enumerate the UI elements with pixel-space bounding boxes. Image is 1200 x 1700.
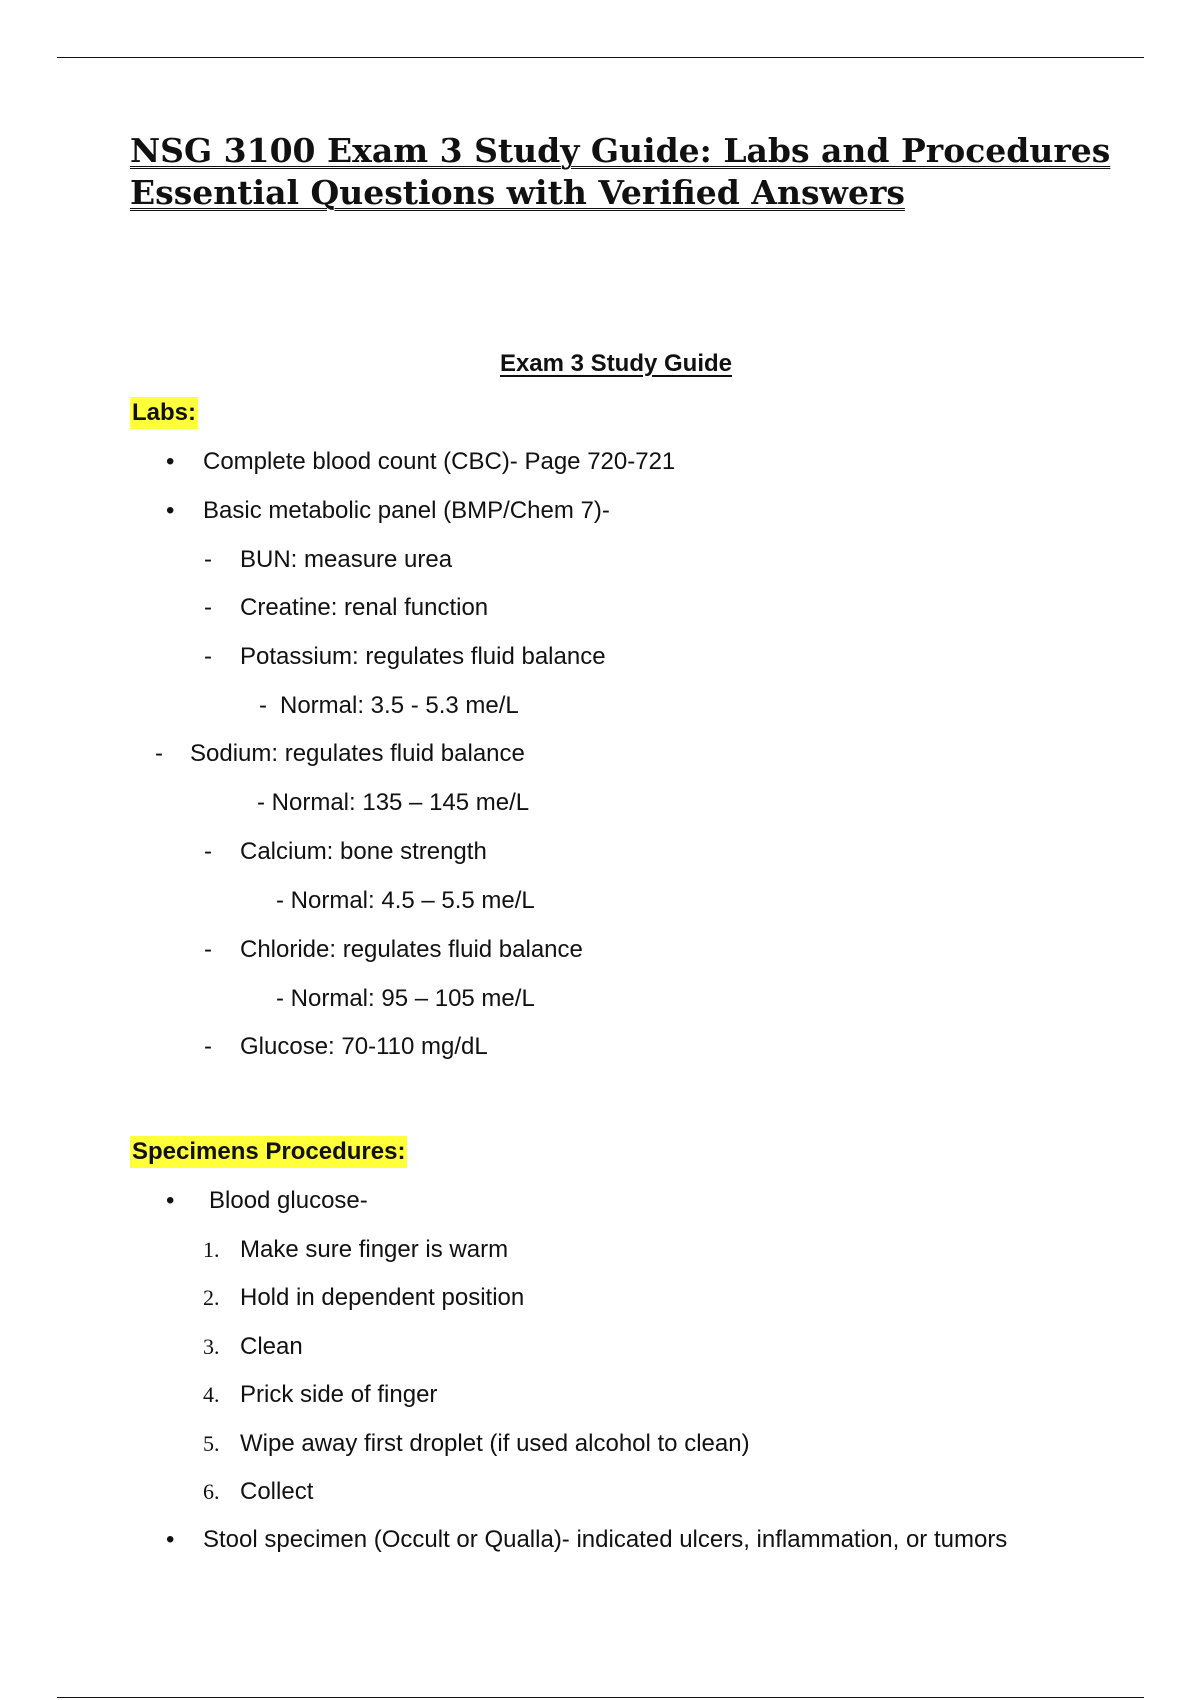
specimen-item-blood-glucose: Blood glucose- bbox=[209, 1187, 368, 1214]
bullet-marker: • bbox=[166, 497, 175, 524]
lab-item-bmp: Basic metabolic panel (BMP/Chem 7)- bbox=[203, 497, 610, 524]
lab-item-calcium: Calcium: bone strength bbox=[240, 838, 487, 865]
step-text: Collect bbox=[240, 1478, 314, 1505]
bullet-marker: • bbox=[166, 1526, 175, 1553]
dash-marker: - bbox=[259, 692, 267, 719]
lab-item-sodium-normal: - Normal: 135 – 145 me/L bbox=[257, 789, 530, 816]
bullet-marker: • bbox=[166, 1187, 175, 1214]
step-number: 3. bbox=[203, 1334, 220, 1359]
lab-item-cbc: Complete blood count (CBC)- Page 720-721 bbox=[203, 448, 676, 475]
lab-item-bun: BUN: measure urea bbox=[240, 546, 453, 573]
lab-item-glucose: Glucose: 70-110 mg/dL bbox=[240, 1033, 488, 1060]
step-text: Prick side of finger bbox=[240, 1381, 438, 1408]
lab-item-sodium: Sodium: regulates fluid balance bbox=[190, 740, 525, 767]
dash-marker: - bbox=[155, 740, 163, 767]
specimens-heading: Specimens Procedures: bbox=[130, 1136, 407, 1168]
document-title: NSG 3100 Exam 3 Study Guide: Labs and Procedures Essential Questions with Verified Answers bbox=[130, 131, 1111, 212]
dash-marker: - bbox=[204, 936, 212, 963]
step-text: Make sure finger is warm bbox=[240, 1236, 509, 1263]
dash-marker: - bbox=[204, 838, 212, 865]
step-text: Wipe away first droplet (if used alcohol to clean) bbox=[240, 1430, 750, 1457]
top-rule bbox=[57, 57, 1144, 58]
dash-marker: - bbox=[204, 1033, 212, 1060]
dash-marker: - bbox=[204, 643, 212, 670]
step-number: 2. bbox=[203, 1285, 220, 1310]
lab-item-calcium-normal: - Normal: 4.5 – 5.5 me/L bbox=[276, 887, 535, 914]
dash-marker: - bbox=[204, 546, 212, 573]
lab-item-potassium: Potassium: regulates fluid balance bbox=[240, 643, 606, 670]
lab-item-chloride: Chloride: regulates fluid balance bbox=[240, 936, 583, 963]
bullet-marker: • bbox=[166, 448, 175, 475]
labs-heading: Labs: bbox=[130, 397, 198, 429]
step-number: 1. bbox=[203, 1237, 220, 1262]
step-number: 4. bbox=[203, 1382, 220, 1407]
step-number: 6. bbox=[203, 1479, 220, 1504]
lab-item-creatine: Creatine: renal function bbox=[240, 594, 489, 621]
bottom-rule bbox=[57, 1697, 1144, 1698]
lab-item-chloride-normal: - Normal: 95 – 105 me/L bbox=[276, 985, 535, 1012]
dash-marker: - bbox=[204, 594, 212, 621]
specimen-item-stool: Stool specimen (Occult or Qualla)- indicated ulcers, inflammation, or tumors bbox=[203, 1526, 1008, 1553]
step-text: Clean bbox=[240, 1333, 303, 1360]
step-number: 5. bbox=[203, 1431, 220, 1456]
document-subtitle: Exam 3 Study Guide bbox=[499, 350, 733, 377]
lab-item-potassium-normal: Normal: 3.5 - 5.3 me/L bbox=[280, 692, 519, 719]
step-text: Hold in dependent position bbox=[240, 1284, 525, 1311]
